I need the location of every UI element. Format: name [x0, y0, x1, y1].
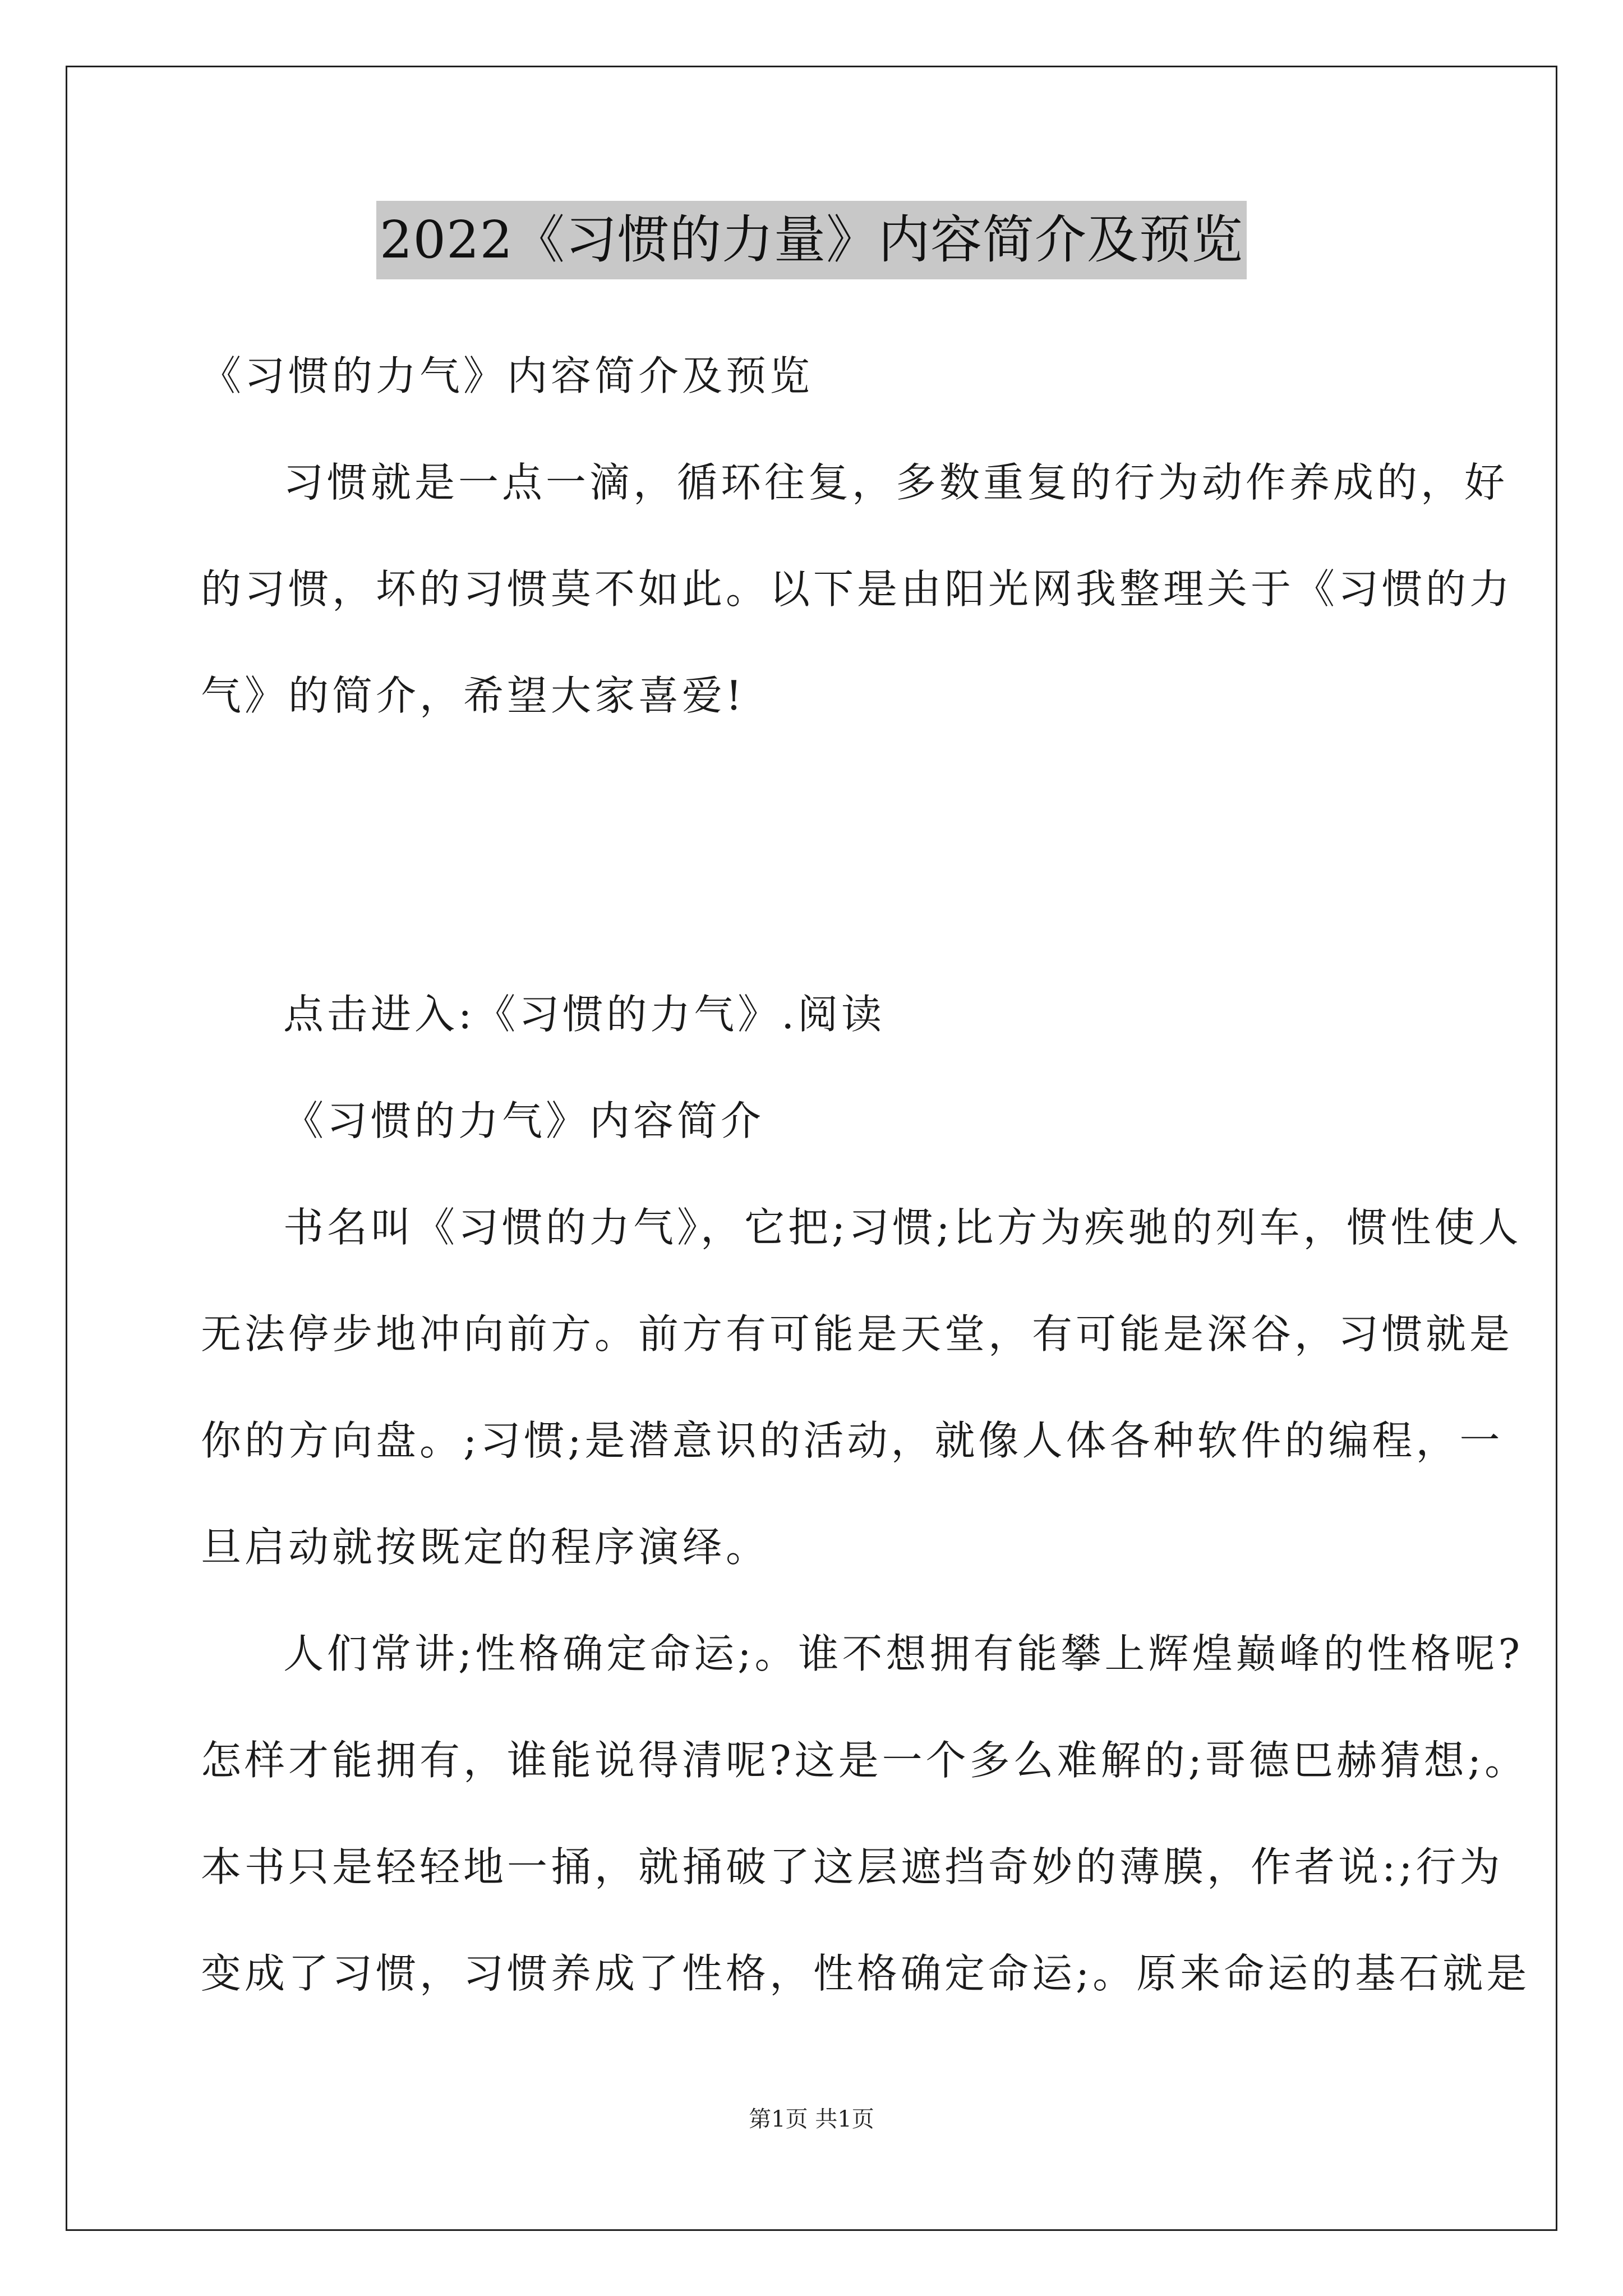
para1-line-4: 旦启动就按既定的程序演绎。 — [201, 1524, 770, 1571]
intro-line-2: 的习惯，坏的习惯莫不如此。以下是由阳光网我整理关于《习惯的力 — [201, 565, 1514, 613]
para1-line-3: 你的方向盘。;习惯;是潜意识的活动，就像人体各种软件的编程，一 — [201, 1417, 1504, 1464]
intro-line-1: 习惯就是一点一滴，循环往复，多数重复的行为动作养成的，好 — [283, 459, 1509, 506]
para1-line-1: 书名叫《习惯的力气》，它把;习惯;比方为疾驰的列车，惯性使人 — [283, 1204, 1522, 1251]
read-link[interactable]: 点击进入:《习惯的力气》.阅读 — [283, 991, 886, 1038]
para2-line-4: 变成了习惯，习惯养成了性格，性格确定命运;。原来命运的基石就是 — [201, 1950, 1530, 1997]
para2-line-2: 怎样才能拥有，谁能说得清呢?这是一个多么难解的;哥德巴赫猜想;。 — [201, 1737, 1529, 1784]
page-footer: 第1页 共1页 — [749, 2106, 874, 2132]
document-title: 2022《习惯的力量》内容简介及预览 — [376, 201, 1247, 279]
intro-line-3: 气》的简介，希望大家喜爱! — [201, 672, 745, 719]
title-container — [0, 201, 1623, 279]
para2-line-1: 人们常讲;性格确定命运;。谁不想拥有能攀上辉煌巅峰的性格呢? — [283, 1630, 1524, 1677]
section-heading: 《习惯的力气》内容简介 — [283, 1097, 765, 1144]
para1-line-2: 无法停步地冲向前方。前方有可能是天堂，有可能是深谷，习惯就是 — [201, 1310, 1514, 1358]
para2-line-3: 本书只是轻轻地一捅，就捅破了这层遮挡奇妙的薄膜，作者说:;行为 — [201, 1843, 1504, 1890]
subtitle: 《习惯的力气》内容简介及预览 — [201, 352, 814, 399]
